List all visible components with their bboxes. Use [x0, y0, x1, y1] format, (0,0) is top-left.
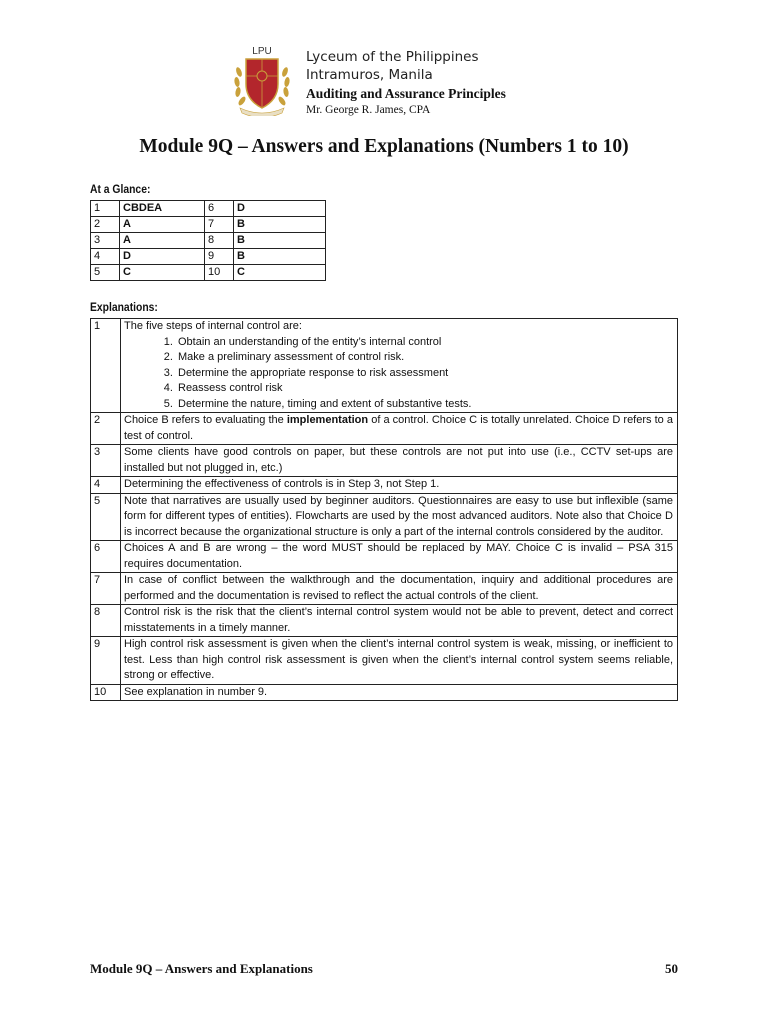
- answer-number: 4: [91, 249, 120, 265]
- explanation-number: 2: [91, 413, 121, 445]
- explanation-text: High control risk assessment is given when the client’s internal control system is weak, missing, or inefficient to test. Less than high control risk assessment is given when the client’s internal control system seems reliable, strong or effective.: [121, 637, 678, 685]
- text-segment: of a control. Choice C is totally unrelated. Choice D refers to a test of control.: [124, 414, 673, 442]
- table-row: [91, 265, 326, 281]
- footer-title: Module 9Q – Answers and Explanations: [90, 961, 313, 976]
- explanations-table: [90, 318, 678, 701]
- table-row: [91, 493, 678, 541]
- explanation-text: Note that narratives are usually used by beginner auditors. Questionnaires are easy to use but inflexible (same form for different types of entities). Flowcharts are used by the most advanced auditors. Note also that Choice D is incorrect because the organizational structure is only a part of the internal controls considered by the auditor.: [121, 493, 678, 541]
- answer-letters: A: [120, 233, 205, 249]
- list-item: 2. Make a preliminary assessment of control risk.: [176, 350, 673, 366]
- explanation-text: [121, 413, 678, 445]
- explanation-number: 1: [91, 319, 121, 413]
- table-row: [91, 413, 678, 445]
- answer-number: 10: [205, 265, 234, 281]
- explanations-label: Explanations:: [90, 302, 158, 314]
- table-row: [91, 249, 326, 265]
- table-row: [91, 217, 326, 233]
- answer-letters: B: [234, 217, 326, 233]
- table-row: [91, 637, 678, 685]
- explanation-number: 3: [91, 445, 121, 477]
- answer-letters: B: [234, 249, 326, 265]
- table-row: [91, 605, 678, 637]
- table-row: [91, 573, 678, 605]
- answer-number: 1: [91, 201, 120, 217]
- explanation-number: 10: [91, 684, 121, 701]
- table-row: [91, 477, 678, 494]
- explanation-text: Some clients have good controls on paper, but these controls are not put into use (i.e., CCTV set-ups are installed but not plugged in, etc.): [121, 445, 678, 477]
- table-row: [91, 541, 678, 573]
- table-row: [91, 233, 326, 249]
- school-name: Lyceum of the Philippines: [306, 49, 479, 65]
- explanation-number: 8: [91, 605, 121, 637]
- list-item: 1. Obtain an understanding of the entity’s internal control: [176, 335, 673, 351]
- lpu-seal-logo: [232, 44, 292, 116]
- answer-letters: B: [234, 233, 326, 249]
- explanation-text: In case of conflict between the walkthrough and the documentation, inquiry and additional procedures are performed and the documentation is revised to reflect the actual controls of the client.: [121, 573, 678, 605]
- table-row: [91, 201, 326, 217]
- text-segment: Choice B refers to evaluating the: [124, 414, 287, 426]
- explanation-number: 7: [91, 573, 121, 605]
- list-item: 3. Determine the appropriate response to risk assessment: [176, 366, 673, 382]
- emphasis-text: implementation: [286, 414, 369, 426]
- glance-label: At a Glance:: [90, 184, 151, 196]
- list-item: 4. Reassess control risk: [176, 381, 673, 397]
- explanation-text: [121, 319, 678, 413]
- course-name: Auditing and Assurance Principles: [306, 86, 506, 101]
- answers-at-a-glance-table: [90, 200, 326, 281]
- explanation-number: 9: [91, 637, 121, 685]
- school-city: Intramuros, Manila: [306, 67, 433, 83]
- answer-letters: D: [234, 201, 326, 217]
- steps-list: [124, 335, 673, 413]
- answer-number: 2: [91, 217, 120, 233]
- steps-intro: The five steps of internal control are:: [124, 320, 302, 332]
- header-block: [306, 48, 506, 118]
- explanation-text: Control risk is the risk that the client’s internal control system would not be able to prevent, detect and correct misstatements in a timely manner.: [121, 605, 678, 637]
- answer-number: 5: [91, 265, 120, 281]
- answer-letters: D: [120, 249, 205, 265]
- explanation-text: Choices A and B are wrong – the word MUST should be replaced by MAY. Choice C is invalid – PSA 315 requires documentation.: [121, 541, 678, 573]
- answer-number: 9: [205, 249, 234, 265]
- table-row: [91, 319, 678, 413]
- answer-letters: CBDEA: [120, 201, 205, 217]
- answer-number: 6: [205, 201, 234, 217]
- explanation-number: 5: [91, 493, 121, 541]
- page-number: 50: [665, 961, 678, 976]
- answer-number: 7: [205, 217, 234, 233]
- page-title: Module 9Q – Answers and Explanations (Numbers 1 to 10): [139, 136, 629, 157]
- explanation-text: See explanation in number 9.: [121, 684, 678, 701]
- teacher-name: Mr. George R. James, CPA: [306, 104, 431, 116]
- answer-letters: A: [120, 217, 205, 233]
- answer-number: 3: [91, 233, 120, 249]
- explanation-number: 6: [91, 541, 121, 573]
- table-row: [91, 684, 678, 701]
- answer-number: 8: [205, 233, 234, 249]
- explanation-text: Determining the effectiveness of controls is in Step 3, not Step 1.: [121, 477, 678, 494]
- logo-text: LPU: [252, 46, 272, 57]
- answer-letters: C: [120, 265, 205, 281]
- table-row: [91, 445, 678, 477]
- list-item: 5. Determine the nature, timing and extent of substantive tests.: [176, 397, 673, 413]
- explanation-number: 4: [91, 477, 121, 494]
- answer-letters: C: [234, 265, 326, 281]
